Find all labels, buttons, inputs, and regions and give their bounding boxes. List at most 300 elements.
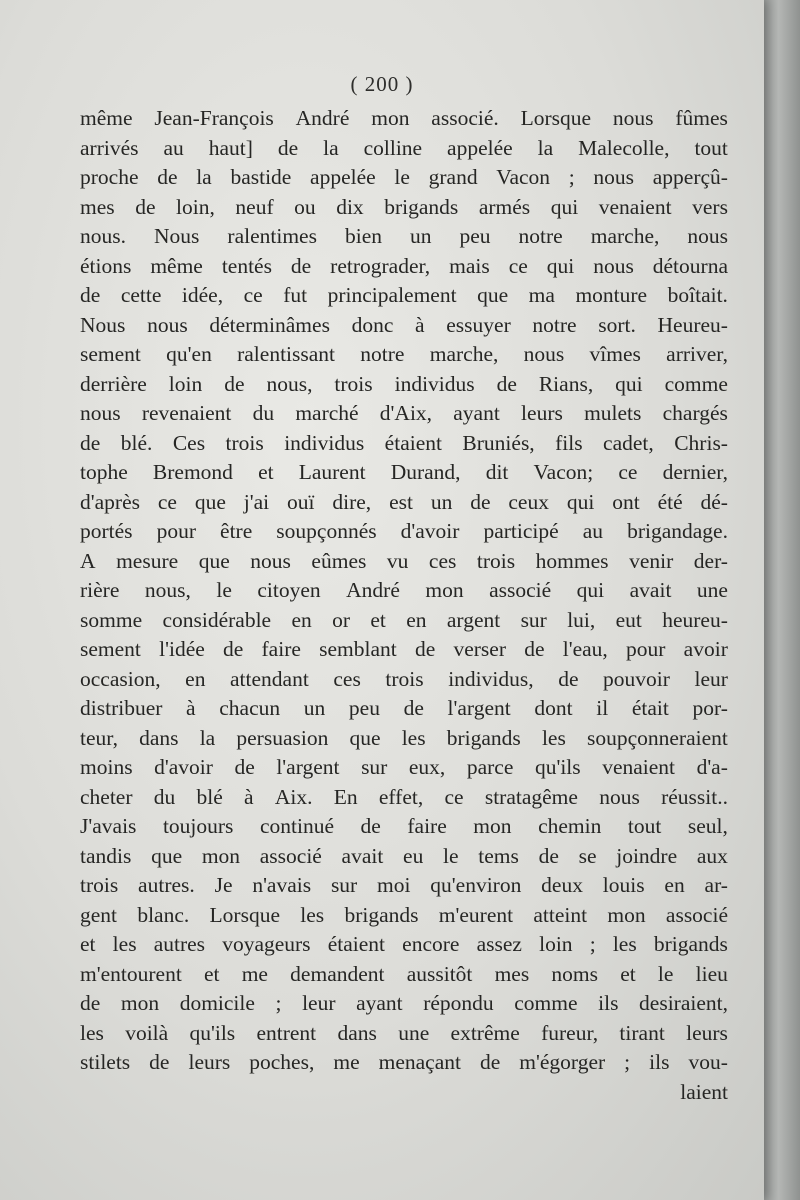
text-word: que xyxy=(194,489,226,514)
text-word: nous xyxy=(687,224,728,248)
text-word: du xyxy=(252,401,275,425)
text-word: brigands xyxy=(384,194,459,219)
text-word: vu xyxy=(386,548,409,573)
text-word: brigands xyxy=(446,725,521,750)
text-word: dire, xyxy=(332,489,372,514)
text-word: stilets xyxy=(80,1050,131,1074)
text-word: ralentimes xyxy=(227,224,317,248)
text-line xyxy=(80,458,728,488)
text-word: de xyxy=(480,1050,501,1074)
text-word: la xyxy=(199,725,216,750)
text-word: ils xyxy=(649,1050,670,1074)
text-word: Heureu- xyxy=(657,312,728,337)
text-word: il xyxy=(596,696,609,720)
text-word: l'argent xyxy=(447,696,511,720)
text-word: apperçû- xyxy=(652,165,728,189)
text-word: qu'environ xyxy=(430,873,522,897)
text-word: participé xyxy=(483,519,559,543)
text-word: réussit.. xyxy=(661,784,728,809)
text-word: même xyxy=(150,253,203,278)
text-line xyxy=(80,252,728,282)
text-word: ce xyxy=(157,489,177,514)
text-word: loin xyxy=(539,932,573,956)
text-word: voilà xyxy=(125,1020,169,1045)
text-word: trois xyxy=(385,666,424,691)
text-word: les xyxy=(612,932,637,956)
text-word: J'avais xyxy=(80,814,137,838)
text-word: de xyxy=(403,696,424,720)
text-word: mon xyxy=(607,902,646,927)
text-word: d'avoir xyxy=(154,755,213,779)
text-word: être xyxy=(220,519,253,543)
text-word: la xyxy=(537,135,554,160)
text-word: me xyxy=(241,961,268,986)
text-word: blé. xyxy=(120,430,153,455)
text-word: revenaient xyxy=(141,401,232,425)
text-word: nous xyxy=(250,548,291,573)
text-word: chacun xyxy=(219,696,281,720)
text-word: et xyxy=(203,961,220,986)
text-line xyxy=(80,1048,728,1078)
text-word: avait xyxy=(341,843,384,868)
text-word: ; xyxy=(589,932,596,956)
text-word: faire xyxy=(407,814,447,838)
text-word: étaient xyxy=(327,932,386,956)
text-line xyxy=(80,812,728,842)
text-word: lui, xyxy=(567,607,596,632)
text-word: individus, xyxy=(448,666,534,691)
text-word: notre xyxy=(360,342,405,366)
text-word: notre xyxy=(532,312,577,337)
text-word: que xyxy=(151,843,183,868)
text-word: ont xyxy=(612,489,640,514)
text-line xyxy=(80,193,728,223)
text-word: ce xyxy=(243,283,263,307)
text-word: répondu xyxy=(423,991,494,1015)
text-line xyxy=(80,104,728,134)
text-word: bien xyxy=(344,224,382,248)
text-word: Aix. xyxy=(274,784,313,809)
text-word: en xyxy=(664,873,685,897)
text-word: nous xyxy=(593,253,634,278)
text-word: fûmes xyxy=(675,106,728,130)
text-word: portés xyxy=(80,519,133,543)
text-word: eu xyxy=(403,843,424,868)
text-word: une xyxy=(696,578,728,602)
text-word: ar- xyxy=(704,873,728,897)
text-word: étaient xyxy=(384,430,442,455)
text-word: semblant xyxy=(319,637,397,661)
text-word: vîmes xyxy=(589,342,641,366)
text-word: arriver, xyxy=(666,342,728,366)
text-word: effet, xyxy=(378,784,424,809)
text-word: autres xyxy=(153,932,206,956)
text-word: d'après xyxy=(80,489,140,514)
text-word: sement xyxy=(80,637,141,661)
text-word: mon xyxy=(120,991,160,1015)
text-word: nous xyxy=(599,784,640,809)
text-word: de xyxy=(524,637,545,661)
text-word: brigands xyxy=(344,902,419,927)
text-line xyxy=(80,399,728,429)
text-word: persuasion xyxy=(236,725,329,750)
text-word: vou- xyxy=(688,1050,728,1074)
page-number: ( 200 ) xyxy=(350,72,414,96)
text-word: les xyxy=(300,902,325,927)
text-word: nous xyxy=(612,106,654,130)
text-line xyxy=(80,989,728,1019)
text-word: m'entourent xyxy=(80,961,182,986)
text-word: der- xyxy=(693,548,728,573)
text-word: entrent xyxy=(256,1020,317,1045)
text-word: deux xyxy=(541,873,583,897)
text-word: voyageurs xyxy=(222,932,311,956)
body-text xyxy=(80,104,728,1107)
text-word: sort. xyxy=(598,312,636,337)
text-word: pour xyxy=(156,519,196,543)
text-word: toujours xyxy=(162,814,234,838)
text-word: dans xyxy=(337,1020,377,1045)
text-word: venaient xyxy=(598,194,672,219)
text-word: ayant xyxy=(356,991,403,1015)
text-word: trois xyxy=(80,873,119,897)
text-word: m'égorger xyxy=(519,1050,606,1074)
text-word: trois xyxy=(225,430,264,455)
text-word: notre xyxy=(518,224,563,248)
text-word: tandis xyxy=(80,843,132,868)
text-word: de xyxy=(224,371,245,396)
text-word: ; xyxy=(568,165,575,189)
text-word: boîtait. xyxy=(667,283,728,307)
text-word: de xyxy=(234,755,255,779)
text-word: dix xyxy=(336,194,364,219)
text-word: proche xyxy=(80,165,139,189)
text-word: tophe xyxy=(80,460,128,484)
text-word: ce xyxy=(508,253,528,278)
text-word: du xyxy=(153,784,176,809)
text-word: eûmes xyxy=(311,548,367,573)
text-word: Lorsque xyxy=(209,902,280,927)
text-word: en xyxy=(291,607,312,632)
text-word: louis xyxy=(602,873,645,897)
text-word: qui xyxy=(576,578,605,602)
text-word: et xyxy=(80,932,96,956)
text-line xyxy=(80,222,728,252)
text-word: dernier, xyxy=(662,460,728,484)
text-word: nous, xyxy=(144,578,191,602)
text-line xyxy=(80,370,728,400)
text-word: mulets xyxy=(584,401,642,425)
text-word: les xyxy=(541,725,566,750)
text-word: desiraient, xyxy=(639,991,728,1015)
text-line xyxy=(80,311,728,341)
text-word: ayant xyxy=(453,401,500,425)
text-word: vers xyxy=(692,194,728,219)
text-word: et xyxy=(258,460,274,484)
catchword: laient xyxy=(680,1079,728,1104)
text-word: leur xyxy=(302,991,336,1015)
text-word: individus xyxy=(394,371,475,396)
text-word: de xyxy=(277,135,299,160)
text-word: demandent xyxy=(290,961,385,986)
text-word: d'Aix, xyxy=(379,401,433,425)
text-word: associé xyxy=(489,578,552,602)
text-word: peu xyxy=(459,224,491,248)
catchword-row xyxy=(80,1078,728,1108)
text-word: la xyxy=(323,135,339,160)
text-word: leur xyxy=(694,666,728,691)
text-word: se xyxy=(578,843,597,868)
text-word: un xyxy=(303,696,326,720)
text-word: mon xyxy=(371,106,410,130)
text-word: venir xyxy=(629,548,674,573)
text-line xyxy=(80,340,728,370)
text-word: André xyxy=(346,578,400,602)
text-word: Nous xyxy=(80,312,126,337)
text-line xyxy=(80,665,728,695)
text-word: Chris- xyxy=(674,430,728,455)
text-word: leurs xyxy=(521,401,563,425)
text-word: individus xyxy=(284,430,365,455)
text-word: n'avais xyxy=(252,873,312,897)
text-word: menaçant xyxy=(378,1050,461,1074)
text-word: brigandage. xyxy=(627,519,728,543)
text-word: qu'en xyxy=(166,342,212,366)
text-word: teur, xyxy=(80,725,118,750)
text-word: mesure xyxy=(116,548,179,573)
text-word: ralentissant xyxy=(237,342,336,366)
text-line xyxy=(80,753,728,783)
text-word: Vacon; xyxy=(533,460,594,484)
text-word: qui xyxy=(546,253,575,278)
text-word: loin, xyxy=(176,194,215,219)
text-word: et xyxy=(620,961,636,986)
text-word: trois xyxy=(476,548,516,573)
text-word: pour xyxy=(626,637,666,661)
text-word: lieu xyxy=(695,961,728,986)
text-word: à xyxy=(244,784,254,809)
text-word: qui xyxy=(566,489,595,514)
text-word: brigands xyxy=(653,932,728,956)
text-word: un xyxy=(430,489,453,514)
text-word: de xyxy=(496,371,517,396)
text-word: encore xyxy=(402,932,460,956)
text-word: nous xyxy=(80,401,121,425)
text-word: nous xyxy=(593,165,635,189)
text-word: verser xyxy=(453,637,507,661)
text-word: leurs xyxy=(188,1050,231,1074)
text-line xyxy=(80,783,728,813)
text-word: mais xyxy=(449,253,490,278)
text-word: que xyxy=(198,548,230,573)
text-line xyxy=(80,281,728,311)
text-word: mes xyxy=(80,194,115,219)
text-word: en xyxy=(406,607,427,632)
text-word: associé xyxy=(665,902,728,927)
text-line xyxy=(80,724,728,754)
text-line xyxy=(80,960,728,990)
text-word: fureur, xyxy=(541,1020,599,1045)
text-word: été xyxy=(657,489,683,514)
text-word: Lorsque xyxy=(520,106,592,130)
text-word: ils xyxy=(598,991,619,1015)
text-word: au xyxy=(582,519,604,543)
text-word: cadet, xyxy=(603,430,654,455)
text-word: moi xyxy=(377,873,411,897)
text-word: aussitôt xyxy=(406,961,473,986)
text-word: Laurent xyxy=(298,460,366,484)
text-word: faire xyxy=(261,637,301,661)
text-word: attendant xyxy=(230,666,309,691)
text-word: ce xyxy=(618,460,638,484)
text-word: armés xyxy=(478,194,531,219)
text-word: de xyxy=(80,283,101,307)
text-word: mes xyxy=(494,961,530,986)
text-word: dans xyxy=(139,725,179,750)
text-word: autres. xyxy=(138,873,195,897)
text-word: à xyxy=(186,696,196,720)
text-word: Ces xyxy=(172,430,206,455)
text-word: peu xyxy=(348,696,380,720)
text-line xyxy=(80,635,728,665)
text-word: de xyxy=(80,991,101,1015)
text-word: arrivés xyxy=(80,135,139,160)
text-word: d'avoir xyxy=(400,519,460,543)
text-word: joindre xyxy=(616,843,678,868)
text-word: associé. xyxy=(431,106,499,130)
text-word: de xyxy=(414,637,436,661)
text-word: nous xyxy=(523,342,565,366)
text-word: tems xyxy=(478,843,519,868)
text-word: de xyxy=(290,253,312,278)
text-word: tirant xyxy=(619,1020,665,1045)
text-word: de xyxy=(223,637,244,661)
text-word: que xyxy=(349,725,381,750)
text-word: parce xyxy=(466,755,514,779)
text-word: venaient xyxy=(602,755,676,779)
text-word: essuyer xyxy=(446,312,511,337)
text-word: sur xyxy=(520,607,547,632)
text-word: fut xyxy=(283,283,308,307)
text-word: comme xyxy=(664,371,728,396)
text-line xyxy=(80,842,728,872)
text-line xyxy=(80,871,728,901)
text-word: même xyxy=(80,106,133,130)
text-line xyxy=(80,576,728,606)
text-word: hommes xyxy=(535,548,609,573)
text-word: gent xyxy=(80,902,118,927)
text-line xyxy=(80,134,728,164)
next-page-edge xyxy=(764,0,800,1200)
text-word: rière xyxy=(80,578,120,602)
text-word: eux, xyxy=(408,755,446,779)
text-word: déterminâmes xyxy=(209,312,330,337)
text-word: nous xyxy=(147,312,188,337)
text-word: le xyxy=(216,578,232,602)
text-word: l'idée xyxy=(159,637,205,661)
text-word: blanc. xyxy=(137,902,190,927)
text-word: qui xyxy=(550,194,579,219)
text-word: eut xyxy=(615,607,642,632)
text-word: cette xyxy=(120,283,162,307)
text-word: distribuer xyxy=(80,696,163,720)
text-word: mon xyxy=(473,814,512,838)
text-word: étions xyxy=(80,253,132,278)
text-word: associé xyxy=(259,843,322,868)
text-word: ce xyxy=(444,784,464,809)
text-word: ; xyxy=(624,1050,631,1074)
text-line xyxy=(80,930,728,960)
text-word: idée, xyxy=(181,283,224,307)
text-word: fils xyxy=(555,430,583,455)
text-word: poches, xyxy=(249,1050,315,1074)
text-line xyxy=(80,606,728,636)
text-word: chemin xyxy=(538,814,602,838)
text-word: André xyxy=(295,106,350,130)
text-word: or xyxy=(332,607,351,632)
text-word: sement xyxy=(80,342,141,366)
text-word: de xyxy=(360,814,381,838)
text-word: monture xyxy=(575,283,648,307)
text-word: me xyxy=(333,1050,360,1074)
text-word: derrière xyxy=(80,371,147,396)
text-word: était xyxy=(631,696,669,720)
text-word: à xyxy=(415,312,425,337)
text-word: dit xyxy=(485,460,509,484)
text-word: stratagême xyxy=(484,784,578,809)
text-word: argent xyxy=(446,607,501,632)
text-line xyxy=(80,163,728,193)
text-word: mon xyxy=(201,843,241,868)
text-word: tout xyxy=(694,135,728,160)
text-word: domicile xyxy=(179,991,255,1015)
text-word: mon xyxy=(425,578,464,602)
text-word: retrograder, xyxy=(330,253,431,278)
text-word: assez xyxy=(476,932,522,956)
text-word: les xyxy=(112,932,137,956)
text-word: continué xyxy=(259,814,335,838)
text-word: marche, xyxy=(429,342,499,366)
text-line xyxy=(80,901,728,931)
text-word: seul, xyxy=(687,814,728,838)
text-word: qu'ils xyxy=(189,1020,236,1045)
text-word: avait xyxy=(629,578,672,602)
text-word: ouï xyxy=(287,489,315,514)
text-word: de xyxy=(149,1050,170,1074)
text-word: Je xyxy=(214,873,233,897)
text-word: appelée xyxy=(310,165,376,189)
text-word: qu'ils xyxy=(534,755,581,779)
text-word: m'eurent xyxy=(438,902,514,927)
text-word: aux xyxy=(696,843,728,868)
text-word: Nous xyxy=(154,224,200,248)
text-word: heureu- xyxy=(662,607,728,632)
text-word: atteint xyxy=(533,902,588,927)
text-word: le xyxy=(657,961,674,986)
text-word: principalement xyxy=(327,283,457,307)
text-word: ceux xyxy=(508,489,549,514)
text-word: Rians, xyxy=(538,371,594,396)
text-word: Jean-François xyxy=(154,106,274,130)
text-line xyxy=(80,517,728,547)
text-line xyxy=(80,694,728,724)
text-word: bastide xyxy=(230,165,292,189)
text-word: somme xyxy=(80,607,143,632)
text-word: por- xyxy=(692,696,728,720)
text-word: de xyxy=(538,843,559,868)
text-word: Vacon xyxy=(496,165,551,189)
text-word: leurs xyxy=(686,1020,728,1045)
